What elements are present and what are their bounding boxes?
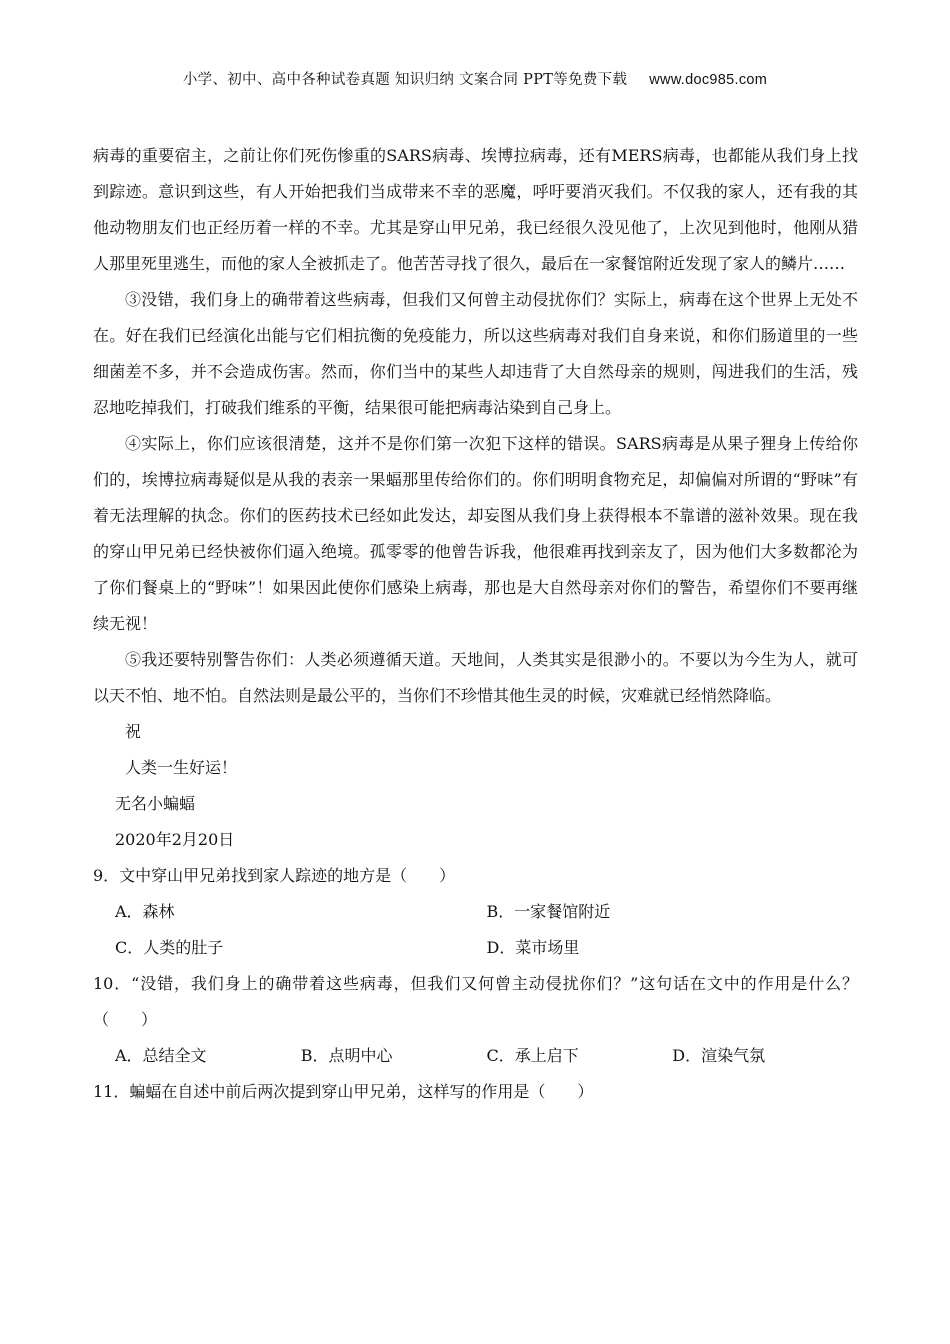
header-text: 小学、初中、高中各种试卷真题 知识归纳 文案合同 PPT等免费下载 bbox=[182, 72, 628, 88]
q10-option-a[interactable]: A．总结全文 bbox=[115, 1046, 207, 1065]
question-11: 11．蝙蝠在自述中前后两次提到穿山甲兄弟，这样写的作用是（ ） bbox=[93, 1082, 594, 1101]
question-10-options bbox=[93, 1038, 858, 1074]
passage-paragraph-5: ⑤我还要特别警告你们：人类必须遵循天道。天地间，人类其实是很渺小的。不要以为今生为人，就可以天不怕、地不怕。自然法则是最公平的，当你们不珍惜其他生灵的时候，灾难就已经悄然降临。 bbox=[93, 650, 858, 705]
q9-option-c[interactable]: C．人类的肚子 bbox=[115, 938, 224, 957]
passage-paragraph-3: ③没错，我们身上的确带着这些病毒，但我们又何曾主动侵扰你们？实际上，病毒在这个世界上无处不在。好在我们已经演化出能与它们相抗衡的免疫能力，所以这些病毒对我们自身来说，和你们肠道里的一些细菌差不多，并不会造成伤害。然而，你们当中的某些人却违背了大自然母亲的规则，闯进我们的生活，残忍地吃掉我们，打破我们维系的平衡，结果很可能把病毒沾染到自己身上。 bbox=[93, 290, 858, 417]
question-9: 9．文中穿山甲兄弟找到家人踪迹的地方是（ ） bbox=[93, 866, 456, 885]
passage-paragraph-2-cont: 病毒的重要宿主，之前让你们死伤惨重的SARS病毒、埃博拉病毒，还有MERS病毒，也都能从我们身上找到踪迹。意识到这些，有人开始把我们当成带来不幸的恶魔，呼吁要消灭我们。不仅我的家人，还有我的其他动物朋友们也正经历着一样的不幸。尤其是穿山甲兄弟，我已经很久没见他了，上次见到他时，他刚从猎人那里死里逃生，而他的家人全被抓走了。他苦苦寻找了很久，最后在一家餐馆附近发现了家人的鳞片…… bbox=[93, 146, 858, 273]
q10-option-b[interactable]: B．点明中心 bbox=[300, 1046, 393, 1065]
q9-option-d[interactable]: D．菜市场里 bbox=[486, 938, 580, 957]
q10-option-c[interactable]: C．承上启下 bbox=[486, 1046, 579, 1065]
q9-option-b[interactable]: B．一家餐馆附近 bbox=[486, 902, 611, 921]
header-url[interactable]: www.doc985.com bbox=[649, 72, 768, 88]
passage-paragraph-4: ④实际上，你们应该很清楚，这并不是你们第一次犯下这样的错误。SARS病毒是从果子狸身上传给你们的，埃博拉病毒疑似是从我的表亲一果蝠那里传给你们的。你们明明食物充足，却偏偏对所谓的“野味”有着无法理解的执念。你们的医药技术已经如此发达，却妄图从我们身上获得根本不靠谱的滋补效果。现在我的穿山甲兄弟已经快被你们逼入绝境。孤零零的他曾告诉我，他很难再找到亲友了，因为他们大多数都沦为了你们餐桌上的“野味”！如果因此使你们感染上病毒，那也是大自然母亲对你们的警告，希望你们不要再继续无视！ bbox=[93, 434, 858, 633]
document-body bbox=[93, 138, 858, 1110]
letter-date: 2020年2月20日 bbox=[115, 830, 235, 849]
page-header bbox=[0, 68, 950, 89]
closing-wish: 祝 bbox=[125, 722, 142, 741]
closing-wish-2: 人类一生好运！ bbox=[125, 758, 238, 777]
q10-option-d[interactable]: D．渲染气氛 bbox=[672, 1046, 766, 1065]
q9-option-a[interactable]: A．森林 bbox=[115, 902, 175, 921]
question-9-options bbox=[93, 894, 858, 966]
signature: 无名小蝙蝠 bbox=[115, 794, 196, 813]
question-10: 10．“没错，我们身上的确带着这些病毒，但我们又何曾主动侵扰你们？”这句话在文中的作用是什么？（ ） bbox=[93, 974, 858, 1029]
